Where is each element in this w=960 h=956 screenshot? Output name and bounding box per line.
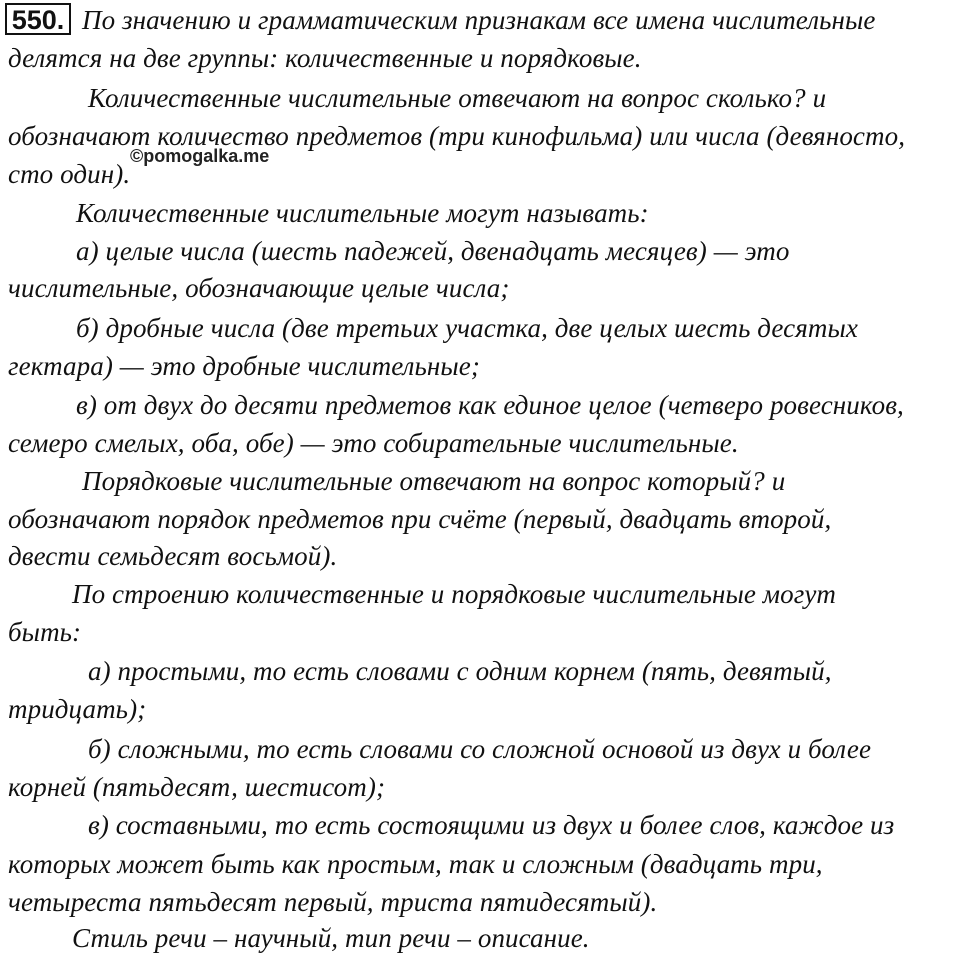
text-line-18: а) простыми, то есть словами с одним корнем (пять, девятый, [88, 656, 832, 686]
text-line-22: в) составными, то есть состоящими из двух и более слов, каждое из [88, 810, 895, 840]
text-line-8: числительные, обозначающие целые числа; [8, 273, 510, 303]
text-line-11: в) от двух до десяти предметов как единое целое (четверо ровесников, [76, 390, 904, 420]
text-line-23: которых может быть как простым, так и сложным (двадцать три, [8, 849, 823, 879]
exercise-number: 550. [5, 3, 71, 35]
text-line-17: быть: [8, 617, 82, 647]
text-line-9: б) дробные числа (две третьих участка, две целых шесть десятых [76, 313, 858, 343]
text-line-10: гектара) — это дробные числительные; [8, 351, 480, 381]
watermark-text: ©pomogalka.me [130, 146, 270, 166]
text-line-14: обозначают порядок предметов при счёте (первый, двадцать второй, [8, 504, 832, 534]
text-line-24: четыреста пятьдесят первый, триста пятидесятый). [8, 887, 658, 917]
text-line-15: двести семьдесят восьмой). [8, 541, 338, 571]
text-line-19: тридцать); [8, 694, 147, 724]
text-line-3: Количественные числительные отвечают на вопрос сколько? и [88, 83, 827, 113]
text-line-1: По значению и грамматическим признакам все имена числительные [82, 5, 876, 35]
text-line-5: сто один). [8, 159, 131, 189]
text-line-25: Стиль речи – научный, тип речи – описание. [72, 923, 590, 953]
text-line-16: По строению количественные и порядковые числительные могут [72, 579, 837, 609]
text-line-21: корней (пятьдесят, шестисот); [8, 772, 386, 802]
text-line-2: делятся на две группы: количественные и порядковые. [8, 43, 642, 73]
text-line-13: Порядковые числительные отвечают на вопрос который? и [82, 466, 786, 496]
text-line-4: обозначают количество предметов (три кинофильма) или числа (девяносто, [8, 121, 906, 151]
text-line-7: а) целые числа (шесть падежей, двенадцать месяцев) — это [76, 236, 790, 266]
text-line-20: б) сложными, то есть словами со сложной основой из двух и более [88, 734, 872, 764]
text-line-6: Количественные числительные могут называть: [76, 198, 649, 228]
text-line-12: семеро смелых, оба, обе) — это собирательные числительные. [8, 428, 739, 458]
